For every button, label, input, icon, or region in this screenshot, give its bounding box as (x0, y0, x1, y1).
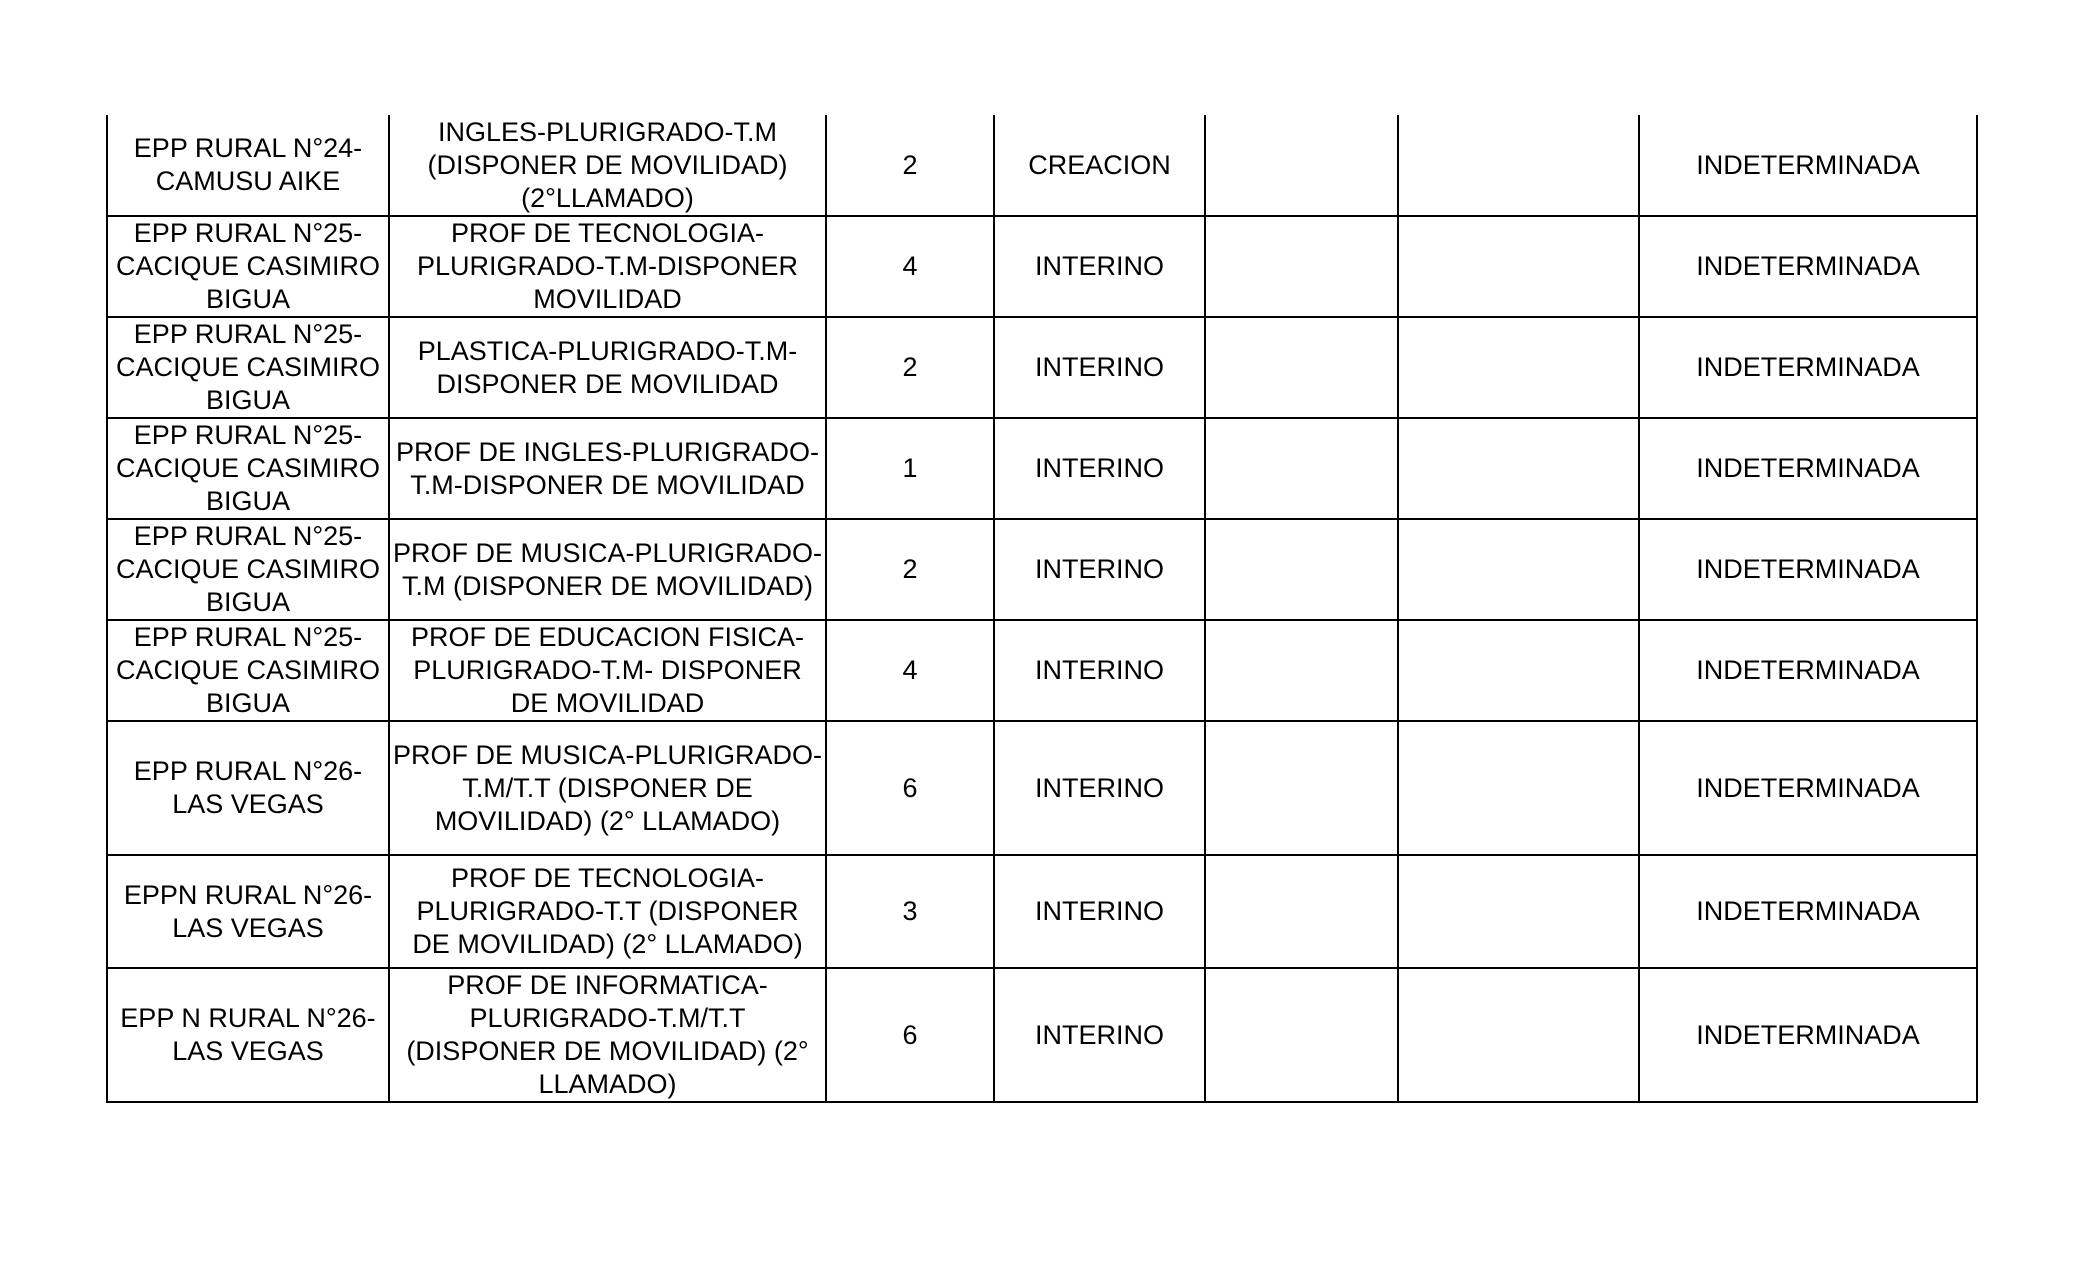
subject-cell-line: DE MOVILIDAD) (2° LLAMADO) (412, 929, 803, 959)
school-cell-line: EPP RURAL N°25- (133, 521, 363, 551)
duration-cell-text: INDETERMINADA (1696, 453, 1920, 483)
hours-cell-text: 6 (902, 1019, 918, 1050)
vacancy-table-body (107, 115, 1977, 1102)
subject-cell-line: PROF DE EDUCACION FISICA- (410, 622, 805, 652)
hours-cell (826, 519, 994, 620)
subject-cell-line: PLASTICA-PLURIGRADO-T.M- (417, 335, 798, 366)
subject-cell-line: PROF DE MUSICA-PLURIGRADO- (392, 739, 823, 770)
duration-cell (1639, 855, 1977, 968)
subject-cell (389, 418, 826, 519)
duration-cell-text: INDETERMINADA (1696, 896, 1920, 926)
appointment-type-cell (994, 216, 1205, 317)
duration-cell-text: INDETERMINADA (1696, 655, 1920, 685)
subject-cell-line: PROF DE TECNOLOGIA- (450, 863, 765, 893)
duration-cell (1639, 968, 1977, 1102)
appointment-type-cell-text: INTERINO (1034, 453, 1164, 483)
school-cell (107, 317, 389, 418)
empty-cell (1398, 115, 1639, 216)
subject-cell (389, 115, 826, 216)
appointment-type-cell (994, 721, 1205, 855)
duration-cell (1639, 115, 1977, 216)
subject-cell (389, 519, 826, 620)
school-cell (107, 115, 389, 216)
empty-cell (1205, 216, 1398, 317)
table-row (107, 519, 1977, 620)
school-cell-line: BIGUA (205, 587, 291, 617)
appointment-type-cell (994, 519, 1205, 620)
subject-cell-line: PLURIGRADO-T.M- DISPONER (413, 655, 802, 685)
subject-cell-line: DE MOVILIDAD (510, 688, 705, 718)
duration-cell-text: INDETERMINADA (1696, 251, 1920, 281)
subject-cell-line: MOVILIDAD (533, 284, 682, 314)
school-cell-line: EPP RURAL N°25- (133, 420, 363, 450)
appointment-type-cell-text: CREACION (1028, 149, 1171, 180)
table-row (107, 620, 1977, 721)
empty-cell (1398, 620, 1639, 721)
subject-cell-line: PROF DE INGLES-PLURIGRADO- (395, 436, 820, 467)
hours-cell-text: 1 (902, 453, 918, 483)
school-cell-line: EPP RURAL N°25- (133, 218, 363, 248)
hours-cell (826, 418, 994, 519)
empty-cell (1398, 317, 1639, 418)
empty-cell (1398, 855, 1639, 968)
duration-cell (1639, 216, 1977, 317)
hours-cell-text: 2 (902, 149, 918, 180)
hours-cell-text: 2 (902, 352, 918, 382)
table-row (107, 216, 1977, 317)
duration-cell (1639, 620, 1977, 721)
duration-cell-text: INDETERMINADA (1696, 1019, 1920, 1050)
empty-cell (1205, 115, 1398, 216)
hours-cell (826, 216, 994, 317)
school-cell-line: CACIQUE CASIMIRO (115, 554, 381, 584)
subject-cell-line: PLURIGRADO-T.M/T.T (469, 1003, 746, 1033)
subject-cell-line: PROF DE TECNOLOGIA- (450, 218, 765, 248)
hours-cell (826, 620, 994, 721)
hours-cell-text: 4 (902, 251, 918, 281)
duration-cell-text: INDETERMINADA (1696, 352, 1920, 382)
appointment-type-cell (994, 115, 1205, 216)
empty-cell (1205, 519, 1398, 620)
school-cell-line: BIGUA (205, 486, 291, 516)
empty-cell (1398, 968, 1639, 1102)
hours-cell (826, 115, 994, 216)
appointment-type-cell (994, 418, 1205, 519)
subject-cell (389, 317, 826, 418)
vacancy-table (106, 115, 1978, 1103)
subject-cell-line: PROF DE MUSICA-PLURIGRADO- (392, 537, 823, 568)
hours-cell-text: 6 (902, 772, 918, 803)
hours-cell-text: 4 (902, 655, 918, 685)
duration-cell-text: INDETERMINADA (1696, 554, 1920, 584)
school-cell-line: EPP RURAL N°25- (133, 622, 363, 652)
school-cell (107, 620, 389, 721)
empty-cell (1205, 721, 1398, 855)
appointment-type-cell (994, 620, 1205, 721)
school-cell-line: EPP RURAL N°25- (133, 319, 363, 349)
subject-cell-line: T.M (DISPONER DE MOVILIDAD) (401, 570, 814, 601)
school-cell-line: EPP RURAL N°26- (133, 756, 363, 786)
duration-cell-text: INDETERMINADA (1696, 149, 1920, 180)
subject-cell-line: LLAMADO) (538, 1069, 677, 1099)
school-cell-line: LAS VEGAS (172, 912, 324, 943)
school-cell-line: LAS VEGAS (172, 1036, 324, 1066)
hours-cell-text: 3 (902, 896, 918, 926)
subject-cell (389, 216, 826, 317)
school-cell-line: CACIQUE CASIMIRO (115, 453, 381, 483)
hours-cell (826, 855, 994, 968)
hours-cell (826, 721, 994, 855)
school-cell-line: BIGUA (205, 284, 291, 314)
empty-cell (1205, 855, 1398, 968)
empty-cell (1205, 317, 1398, 418)
school-cell-line: EPP RURAL N°24- (133, 133, 363, 163)
duration-cell (1639, 418, 1977, 519)
subject-cell (389, 721, 826, 855)
subject-cell-line: T.M/T.T (DISPONER DE (462, 772, 753, 803)
appointment-type-cell-text: INTERINO (1034, 1019, 1164, 1050)
appointment-type-cell (994, 855, 1205, 968)
hours-cell (826, 317, 994, 418)
subject-cell-line: (DISPONER DE MOVILIDAD) (2° (406, 1036, 809, 1066)
table-row (107, 115, 1977, 216)
school-cell (107, 418, 389, 519)
appointment-type-cell-text: INTERINO (1034, 772, 1164, 803)
school-cell (107, 216, 389, 317)
empty-cell (1205, 968, 1398, 1102)
empty-cell (1398, 216, 1639, 317)
school-cell (107, 968, 389, 1102)
school-cell-line: CACIQUE CASIMIRO (115, 352, 381, 382)
subject-cell (389, 968, 826, 1102)
empty-cell (1205, 620, 1398, 721)
subject-cell-line: (2°LLAMADO) (521, 182, 694, 213)
duration-cell-text: INDETERMINADA (1696, 772, 1920, 803)
subject-cell-line: DISPONER DE MOVILIDAD (436, 368, 779, 399)
table-row (107, 317, 1977, 418)
appointment-type-cell-text: INTERINO (1034, 896, 1164, 926)
appointment-type-cell (994, 968, 1205, 1102)
empty-cell (1398, 721, 1639, 855)
empty-cell (1398, 519, 1639, 620)
appointment-type-cell-text: INTERINO (1034, 655, 1164, 685)
subject-cell-line: PLURIGRADO-T.M-DISPONER (416, 251, 799, 281)
appointment-type-cell-text: INTERINO (1034, 352, 1164, 382)
subject-cell (389, 620, 826, 721)
empty-cell (1205, 418, 1398, 519)
appointment-type-cell-text: INTERINO (1034, 554, 1164, 584)
table-row (107, 968, 1977, 1102)
school-cell-line: CACIQUE CASIMIRO (115, 655, 381, 685)
subject-cell-line: PLURIGRADO-T.T (DISPONER (416, 896, 799, 926)
appointment-type-cell-text: INTERINO (1034, 251, 1164, 281)
duration-cell (1639, 721, 1977, 855)
school-cell-line: BIGUA (205, 385, 291, 415)
subject-cell-line: T.M-DISPONER DE MOVILIDAD (410, 469, 805, 500)
subject-cell-line: PROF DE INFORMATICA- (447, 970, 768, 1000)
empty-cell (1398, 418, 1639, 519)
school-cell (107, 855, 389, 968)
school-cell-line: CACIQUE CASIMIRO (115, 251, 381, 281)
school-cell-line: CAMUSU AIKE (155, 166, 341, 196)
school-cell (107, 519, 389, 620)
subject-cell (389, 855, 826, 968)
duration-cell (1639, 317, 1977, 418)
subject-cell-line: (DISPONER DE MOVILIDAD) (427, 149, 788, 180)
hours-cell (826, 968, 994, 1102)
subject-cell-line: INGLES-PLURIGRADO-T.M (437, 116, 778, 147)
hours-cell-text: 2 (902, 554, 918, 584)
table-row (107, 721, 1977, 855)
subject-cell-line: MOVILIDAD) (2° LLAMADO) (434, 805, 781, 836)
school-cell-line: BIGUA (205, 688, 291, 718)
table-row (107, 418, 1977, 519)
school-cell-line: EPP N RURAL N°26- (120, 1003, 376, 1033)
school-cell-line: LAS VEGAS (172, 789, 324, 819)
school-cell (107, 721, 389, 855)
appointment-type-cell (994, 317, 1205, 418)
school-cell-line: EPPN RURAL N°26- (123, 879, 373, 910)
table-row (107, 855, 1977, 968)
duration-cell (1639, 519, 1977, 620)
